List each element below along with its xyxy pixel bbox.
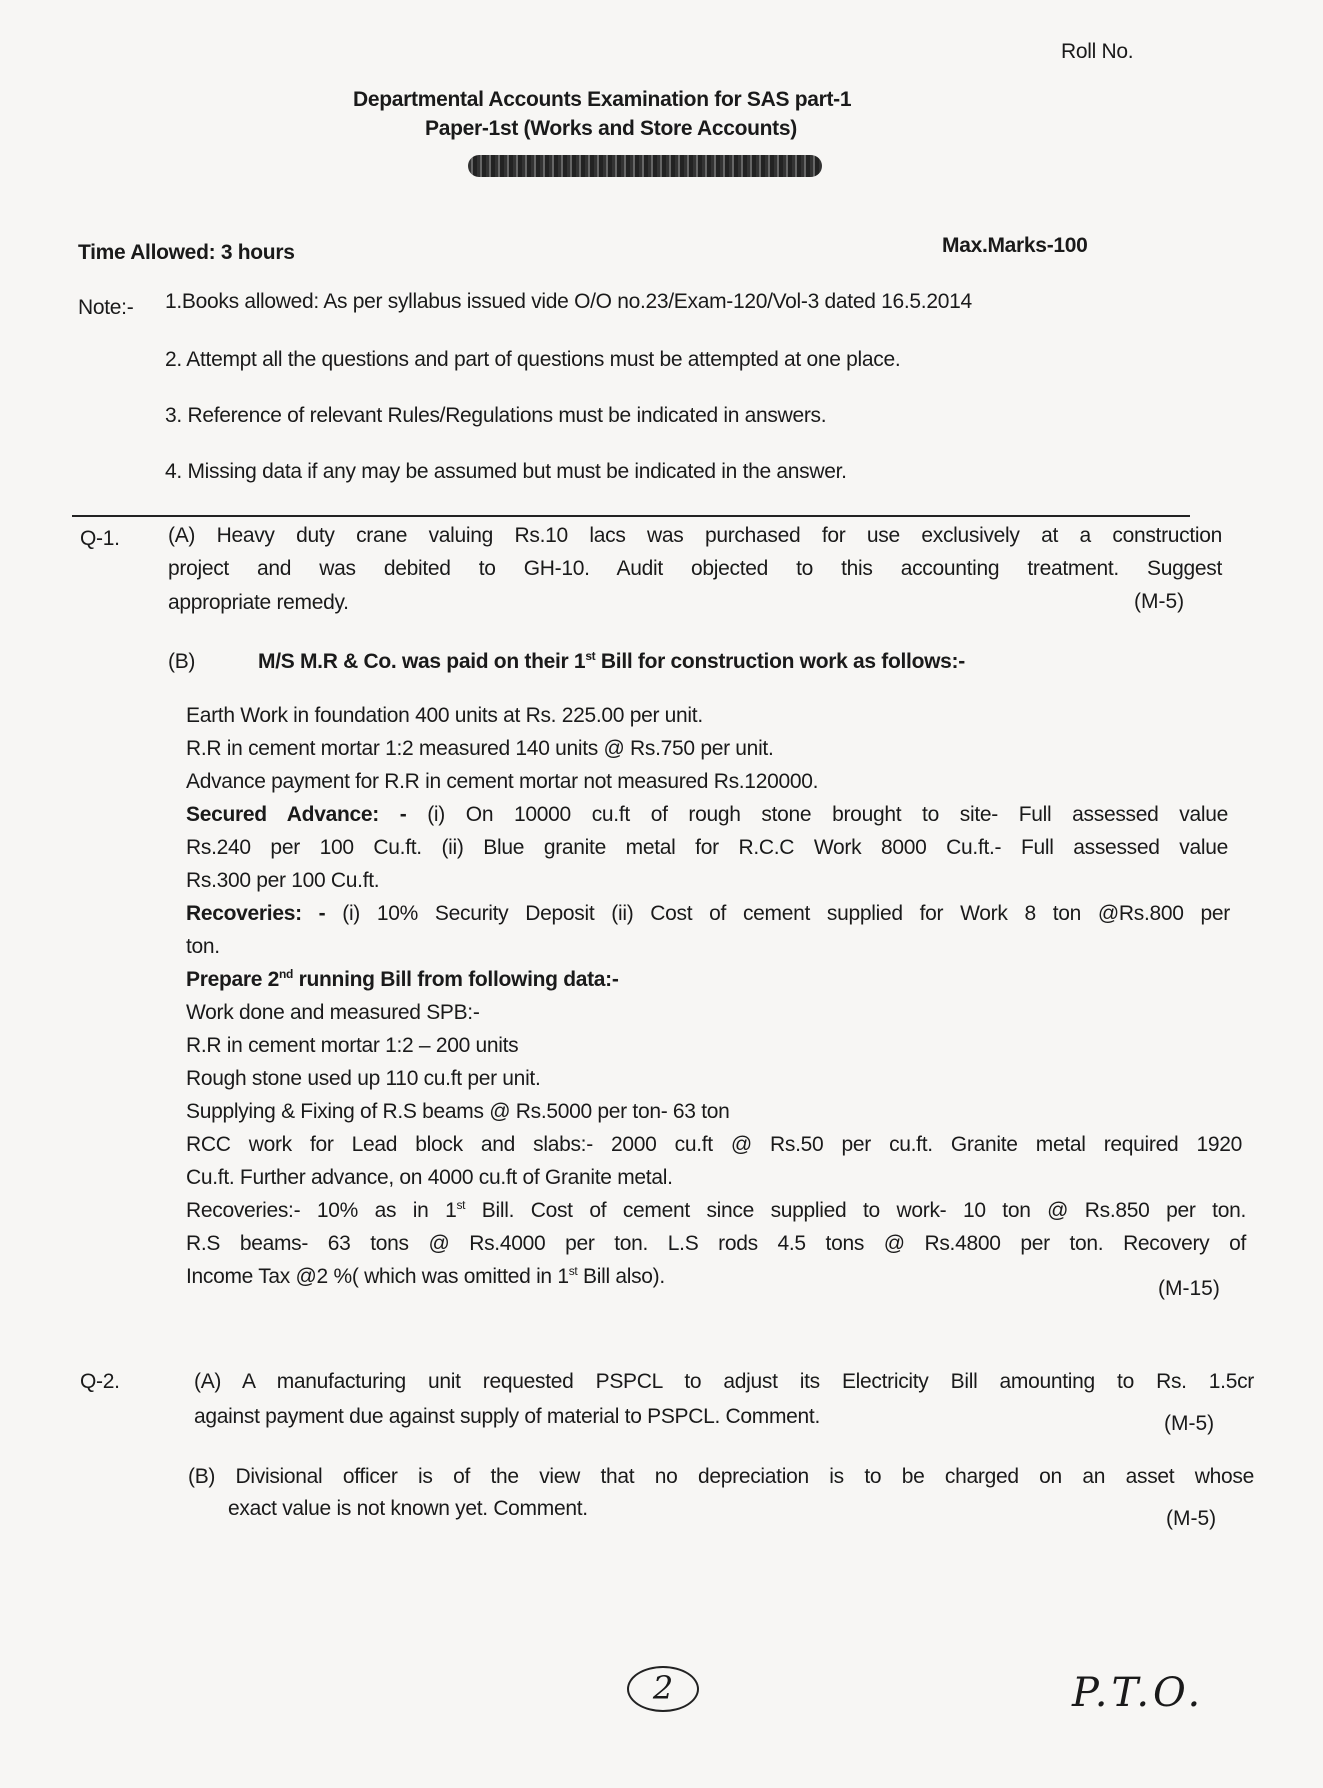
- q1b-text: Rs.240 per 100 Cu.ft. (ii) Blue granite metal for R.C.C Work 8000 Cu.ft.- Full assessed value: [186, 836, 1228, 859]
- exam-title: Departmental Accounts Examination for SAS part-1: [353, 88, 852, 111]
- q1b-text: Bill. Cost of cement since supplied to work- 10 ton @ Rs.850 per ton.: [465, 1199, 1246, 1222]
- q1b-text: nd: [279, 967, 294, 981]
- q1b-line: [186, 1067, 541, 1091]
- q1b-text: R.R in cement mortar 1:2 – 200 units: [186, 1034, 519, 1057]
- q2b-line: (B) Divisional officer is of the view that no depreciation is to be charged on an asset whose: [188, 1465, 1254, 1488]
- q1a-line: project and was debited to GH-10. Audit objected to this accounting treatment. Suggest: [168, 557, 1222, 580]
- q2-label: Q-2.: [80, 1370, 120, 1393]
- pto-note: P.T.O.: [1072, 1670, 1205, 1716]
- q2a-marks: (M-5): [1164, 1412, 1215, 1435]
- divider: [72, 515, 1190, 517]
- q1b-heading: M/S M.R & Co. was paid on their 1st Bill for construction work as follows:-: [258, 649, 965, 673]
- q1b-text: st: [456, 1198, 466, 1212]
- q1b-line: [186, 1133, 1242, 1157]
- q1b-label: (B): [168, 650, 196, 673]
- q1b-text: Supplying & Fixing of R.S beams @ Rs.5000 per ton- 63 ton: [186, 1100, 730, 1123]
- q1b-text: Recoveries:- 10% as in 1: [186, 1199, 457, 1222]
- q2b-marks: (M-5): [1166, 1507, 1217, 1530]
- q1b-line: [186, 1166, 673, 1190]
- q1b-line: [186, 1265, 665, 1289]
- roll-no-label: Roll No.: [1061, 40, 1134, 63]
- q2a-line: against payment due against supply of material to PSPCL. Comment.: [194, 1405, 821, 1428]
- paper-title: Paper-1st (Works and Store Accounts): [425, 117, 797, 140]
- q1b-text: Bill also).: [577, 1265, 665, 1288]
- note-item: 2. Attempt all the questions and part of questions must be attempted at one place.: [165, 348, 901, 371]
- page-number: 2: [627, 1666, 699, 1712]
- q1b-text: Prepare 2: [186, 968, 280, 991]
- q1b-text: RCC work for Lead block and slabs:- 2000 cu.ft @ Rs.50 per cu.ft. Granite metal required 1920: [186, 1133, 1242, 1156]
- q1b-text: (i) 10% Security Deposit (ii) Cost of cement supplied for Work 8 ton @Rs.800 per: [325, 902, 1230, 925]
- time-allowed: Time Allowed: 3 hours: [78, 241, 295, 264]
- q1b-text: (i) On 10000 cu.ft of rough stone brought to site- Full assessed value: [406, 803, 1229, 826]
- q1b-marks: (M-15): [1158, 1277, 1220, 1300]
- q1b-text: st: [568, 1264, 578, 1278]
- q2a-line: (A) A manufacturing unit requested PSPCL to adjust its Electricity Bill amounting to Rs. 1.5cr: [194, 1370, 1254, 1393]
- q1b-text: Work done and measured SPB:-: [186, 1001, 480, 1024]
- q1b-line: [186, 869, 379, 893]
- note-label: Note:-: [78, 296, 134, 319]
- q1-label: Q-1.: [80, 527, 120, 550]
- q1b-text: R.S beams- 63 tons @ Rs.4000 per ton. L.S rods 4.5 tons @ Rs.4800 per ton. Recovery of: [186, 1232, 1246, 1255]
- q1b-text: Secured Advance: -: [186, 803, 407, 826]
- q1b-text: Earth Work in foundation 400 units at Rs. 225.00 per unit.: [186, 704, 703, 727]
- q1b-line: [186, 803, 1228, 827]
- q1b-text: Rough stone used up 110 cu.ft per unit.: [186, 1067, 541, 1090]
- q1b-line: [186, 770, 818, 794]
- q1b-line: [186, 737, 774, 761]
- note-item: 3. Reference of relevant Rules/Regulations must be indicated in answers.: [165, 404, 827, 427]
- q1b-line: [186, 1001, 480, 1025]
- q1b-line: [186, 968, 619, 992]
- q1b-line: [186, 836, 1228, 860]
- q1b-text: ton.: [186, 935, 220, 958]
- q1a-marks: (M-5): [1134, 590, 1185, 613]
- q1b-text: R.R in cement mortar 1:2 measured 140 units @ Rs.750 per unit.: [186, 737, 774, 760]
- q1b-text: Income Tax @2 %( which was omitted in 1: [186, 1265, 569, 1288]
- note-item: 4. Missing data if any may be assumed but must be indicated in the answer.: [165, 460, 847, 483]
- q1b-line: [186, 1199, 1246, 1223]
- q1b-text: running Bill from following data:-: [293, 968, 619, 991]
- note-item: 1.Books allowed: As per syllabus issued vide O/O no.23/Exam-120/Vol-3 dated 16.5.2014: [165, 290, 972, 313]
- q1b-line: [186, 1232, 1246, 1256]
- redacted-text: [468, 155, 822, 177]
- q1b-line: [186, 1034, 518, 1058]
- q1b-text: Recoveries: -: [186, 902, 326, 925]
- q1b-text: Rs.300 per 100 Cu.ft.: [186, 869, 380, 892]
- q1b-text: Cu.ft. Further advance, on 4000 cu.ft of Granite metal.: [186, 1166, 673, 1189]
- q1b-line: [186, 902, 1230, 926]
- q1b-text: Advance payment for R.R in cement mortar not measured Rs.120000.: [186, 770, 819, 793]
- q1b-line: [186, 704, 703, 728]
- q1a-line: (A) Heavy duty crane valuing Rs.10 lacs was purchased for use exclusively at a construction: [168, 524, 1222, 547]
- q1a-line: appropriate remedy.: [168, 591, 349, 614]
- q1b-line: [186, 935, 220, 959]
- q2b-line: exact value is not known yet. Comment.: [228, 1497, 588, 1520]
- max-marks: Max.Marks-100: [942, 234, 1088, 257]
- q1b-line: [186, 1100, 730, 1124]
